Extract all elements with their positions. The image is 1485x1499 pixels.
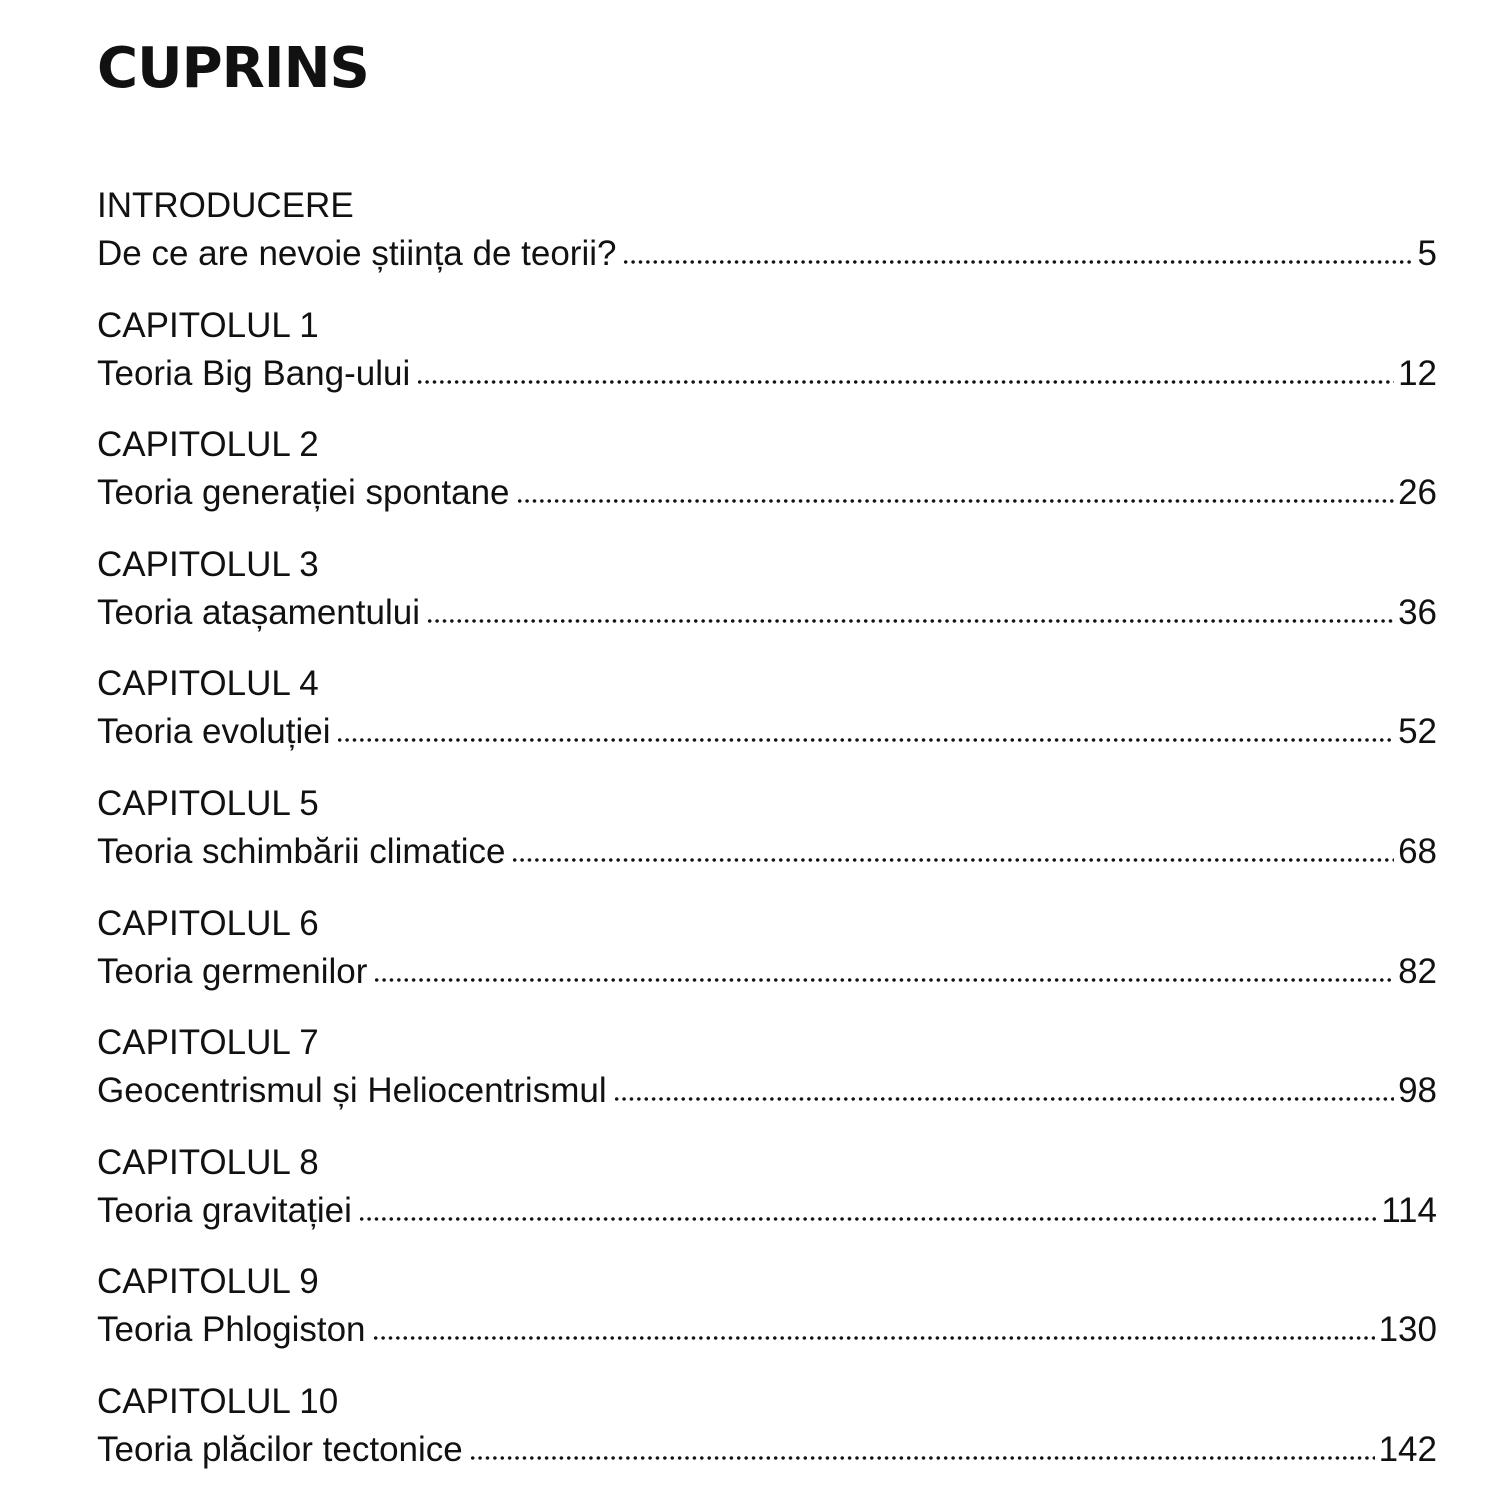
toc-entry[interactable]	[97, 901, 1437, 1021]
page-number: 130	[1378, 1310, 1437, 1350]
toc-entry[interactable]	[97, 542, 1437, 662]
page-number: 98	[1398, 1071, 1437, 1111]
toc-row	[97, 1068, 1437, 1114]
toc-row	[97, 949, 1437, 995]
toc-entry[interactable]	[97, 1379, 1437, 1499]
chapter-label: CAPITOLUL 5	[97, 783, 319, 823]
chapter-label: CAPITOLUL 9	[97, 1262, 319, 1302]
chapter-title: Teoria atașamentului	[97, 592, 420, 632]
chapter-label: CAPITOLUL 2	[97, 425, 319, 465]
chapter-title: Teoria plăcilor tectonice	[97, 1429, 463, 1469]
dot-leader	[516, 498, 1395, 504]
toc-entry[interactable]	[97, 422, 1437, 542]
chapter-title: Teoria Big Bang-ului	[97, 353, 411, 393]
page-number: 82	[1398, 951, 1437, 991]
page-number: 12	[1398, 353, 1437, 393]
chapter-label: CAPITOLUL 8	[97, 1142, 319, 1182]
chapter-title: Teoria generației spontane	[97, 473, 510, 513]
toc-entry[interactable]	[97, 183, 1437, 303]
dot-leader	[622, 259, 1413, 265]
toc-row	[97, 231, 1437, 277]
dot-leader	[511, 857, 1394, 863]
dot-leader	[613, 1096, 1394, 1102]
chapter-title: Teoria evoluției	[97, 712, 331, 752]
chapter-title: Teoria germenilor	[97, 951, 368, 991]
toc-entry[interactable]	[97, 1259, 1437, 1379]
dot-leader	[358, 1216, 1377, 1222]
page-number: 142	[1378, 1429, 1437, 1469]
page-number: 26	[1398, 473, 1437, 513]
dot-leader	[372, 1335, 1375, 1341]
page-number: 52	[1398, 712, 1437, 752]
chapter-title: Teoria schimbării climatice	[97, 831, 506, 871]
chapter-title: Teoria Phlogiston	[97, 1310, 366, 1350]
dot-leader	[373, 977, 1394, 983]
toc-entry[interactable]	[97, 1020, 1437, 1140]
toc-row	[97, 1307, 1437, 1353]
toc-entry[interactable]	[97, 781, 1437, 901]
toc-row	[97, 1188, 1437, 1234]
toc-entry[interactable]	[97, 303, 1437, 423]
page-title: CUPRINS	[97, 36, 369, 101]
page-number: 68	[1398, 831, 1437, 871]
toc-row	[97, 1427, 1437, 1473]
toc-row	[97, 470, 1437, 516]
dot-leader	[426, 618, 1394, 624]
chapter-label: CAPITOLUL 1	[97, 305, 319, 345]
chapter-label: INTRODUCERE	[97, 186, 354, 225]
chapter-label: CAPITOLUL 6	[97, 903, 319, 943]
dot-leader	[416, 379, 1394, 385]
chapter-title: Geocentrismul și Heliocentrismul	[97, 1071, 607, 1111]
chapter-label: CAPITOLUL 10	[97, 1381, 339, 1421]
toc-row	[97, 351, 1437, 397]
toc-entry[interactable]	[97, 1140, 1437, 1260]
dot-leader	[336, 737, 1394, 743]
table-of-contents-page	[97, 0, 1437, 1478]
chapter-title: De ce are nevoie știința de teorii?	[97, 234, 617, 273]
page-number: 114	[1381, 1190, 1437, 1230]
toc-list	[97, 183, 1437, 1499]
chapter-label: CAPITOLUL 7	[97, 1023, 319, 1063]
toc-row	[97, 590, 1437, 636]
toc-row	[97, 829, 1437, 875]
chapter-label: CAPITOLUL 3	[97, 544, 319, 584]
chapter-title: Teoria gravitației	[97, 1190, 352, 1230]
page-number: 36	[1398, 592, 1437, 632]
toc-row	[97, 709, 1437, 755]
chapter-label: CAPITOLUL 4	[97, 664, 319, 704]
toc-entry[interactable]	[97, 661, 1437, 781]
page-number: 5	[1417, 234, 1437, 273]
dot-leader	[469, 1455, 1375, 1461]
